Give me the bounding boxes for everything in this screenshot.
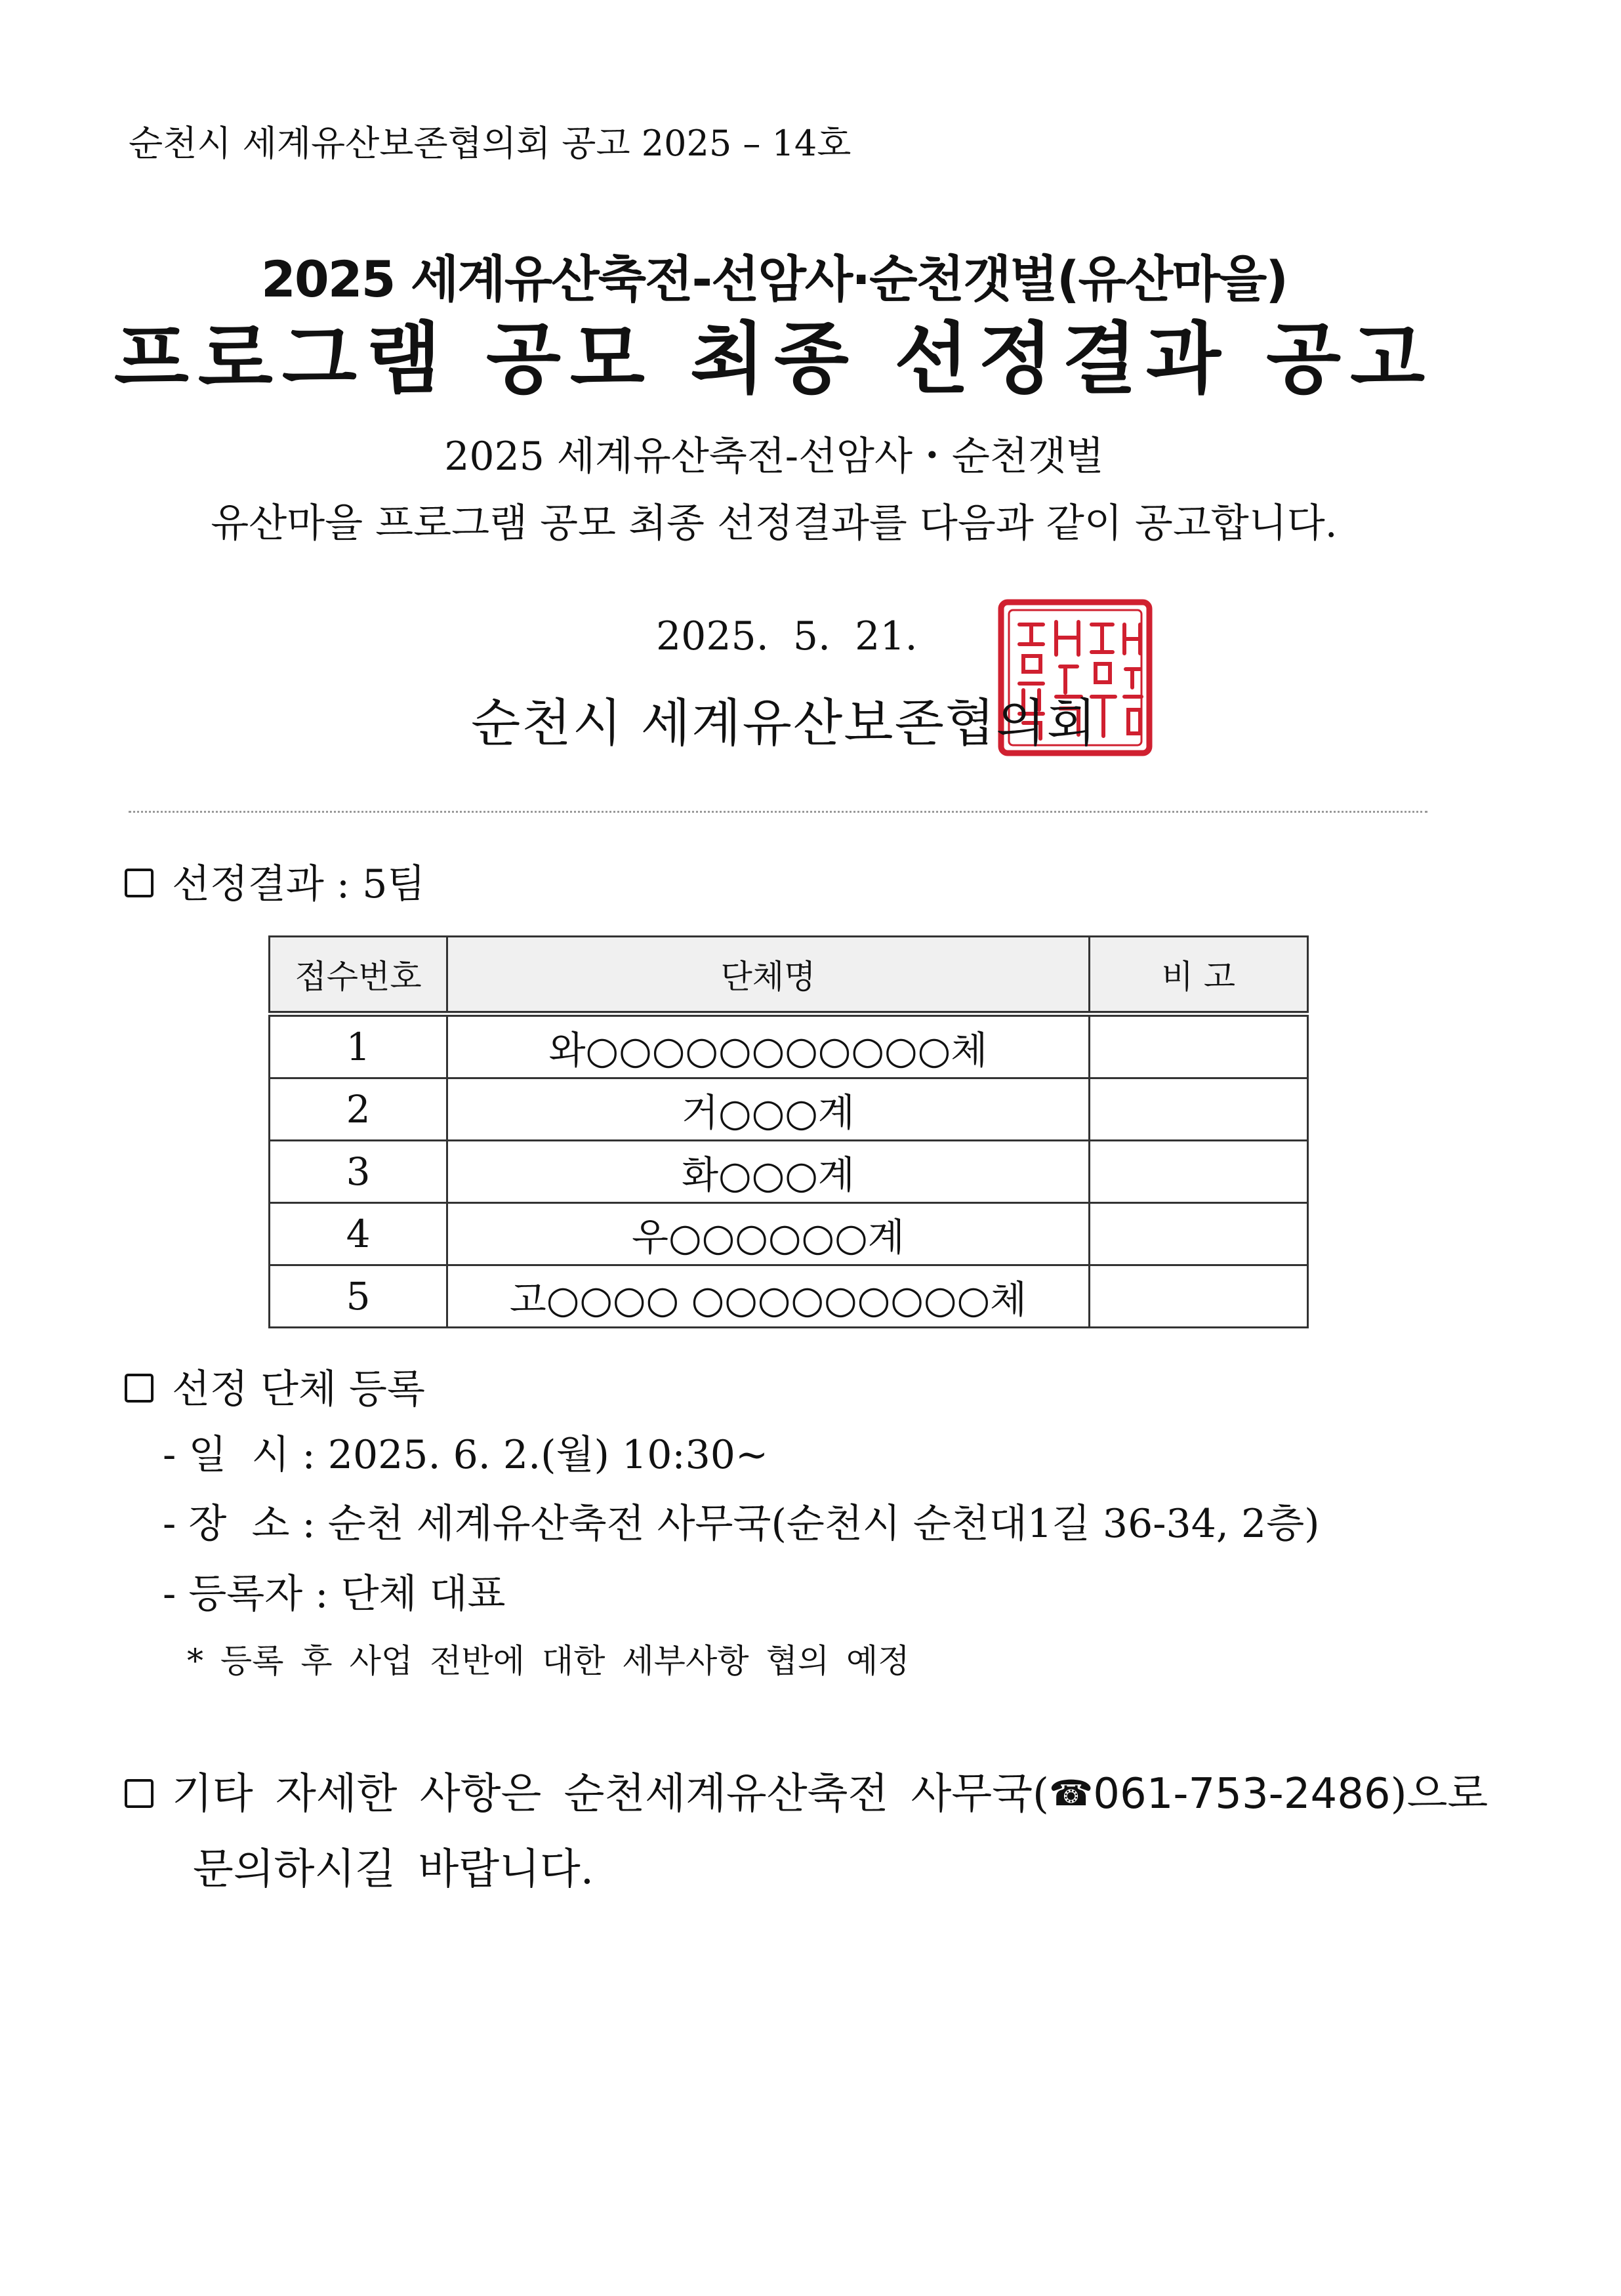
registration-place: - 장 소 : 순천 세계유산축전 사무국(순천시 순천대1길 36-34, 2층)	[163, 1501, 1320, 1547]
section-result-heading	[125, 853, 425, 909]
organization-name: 순천시 세계유산보존협의회	[471, 694, 1098, 753]
registration-date: - 일 시 : 2025. 6. 2.(월) 10:30~	[163, 1432, 769, 1478]
cell-group-name: 거○○○계	[447, 1078, 1090, 1141]
table-row	[270, 1203, 1308, 1265]
registration-person: - 등록자 : 단체 대표	[163, 1571, 506, 1617]
table-row	[270, 1141, 1308, 1203]
result-table	[268, 935, 1309, 1328]
title-line-1: 2025 세계유산축전-선암사·순천갯벌(유산마을)	[261, 250, 1287, 308]
cell-group-name: 우○○○○○○계	[447, 1203, 1090, 1265]
table-row	[270, 1265, 1308, 1328]
checkbox-icon	[125, 1779, 154, 1808]
contact-phone: 061-753-2486	[1093, 1770, 1391, 1818]
table-row	[270, 1078, 1308, 1141]
cell-number: 3	[270, 1141, 447, 1203]
cell-group-name: 화○○○계	[447, 1141, 1090, 1203]
table-header-row	[270, 937, 1308, 1014]
cell-remarks	[1089, 1014, 1307, 1078]
registration-note: * 등록 후 사업 전반에 대한 세부사항 협의 예정	[187, 1642, 910, 1680]
cell-group-name: 고○○○○ ○○○○○○○○○체	[447, 1265, 1090, 1328]
cell-number: 2	[270, 1078, 447, 1141]
cell-group-name: 와○○○○○○○○○○○체	[447, 1014, 1090, 1078]
checkbox-icon	[125, 1374, 154, 1403]
header-remarks: 비 고	[1089, 937, 1307, 1014]
cell-remarks	[1089, 1141, 1307, 1203]
intro-line-1: 2025 세계유산축전-선암사・순천갯벌	[444, 434, 1104, 480]
table-row	[270, 1014, 1308, 1078]
header-group-name: 단체명	[447, 937, 1090, 1014]
cell-remarks	[1089, 1078, 1307, 1141]
section-contact-line-2: 문의하시길 바랍니다.	[193, 1845, 594, 1894]
cell-number: 1	[270, 1014, 447, 1078]
cell-number: 4	[270, 1203, 447, 1265]
checkbox-icon	[125, 869, 154, 897]
section-registration-heading	[125, 1358, 425, 1414]
contact-text-before: 기타 자세한 사항은 순천세계유산축전 사무국(	[172, 1770, 1049, 1818]
section-contact	[125, 1760, 1488, 1820]
section-registration-label: 선정 단체 등록	[172, 1366, 425, 1412]
cell-number: 5	[270, 1265, 447, 1328]
header-receipt-number: 접수번호	[270, 937, 447, 1014]
section-result-label: 선정결과 : 5팀	[172, 861, 426, 907]
divider	[129, 811, 1427, 813]
contact-text-after: )으로	[1390, 1770, 1488, 1818]
intro-line-2: 유산마을 프로그램 공모 최종 선정결과를 다음과 같이 공고합니다.	[211, 501, 1338, 546]
cell-remarks	[1089, 1265, 1307, 1328]
title-line-2: 프로그램 공모 최종 선정결과 공고	[113, 314, 1435, 404]
notice-number: 순천시 세계유산보존협의회 공고 2025 – 14호	[129, 123, 852, 164]
announcement-date: 2025. 5. 21.	[656, 613, 918, 659]
cell-remarks	[1089, 1203, 1307, 1265]
phone-icon: ☎	[1049, 1773, 1094, 1814]
